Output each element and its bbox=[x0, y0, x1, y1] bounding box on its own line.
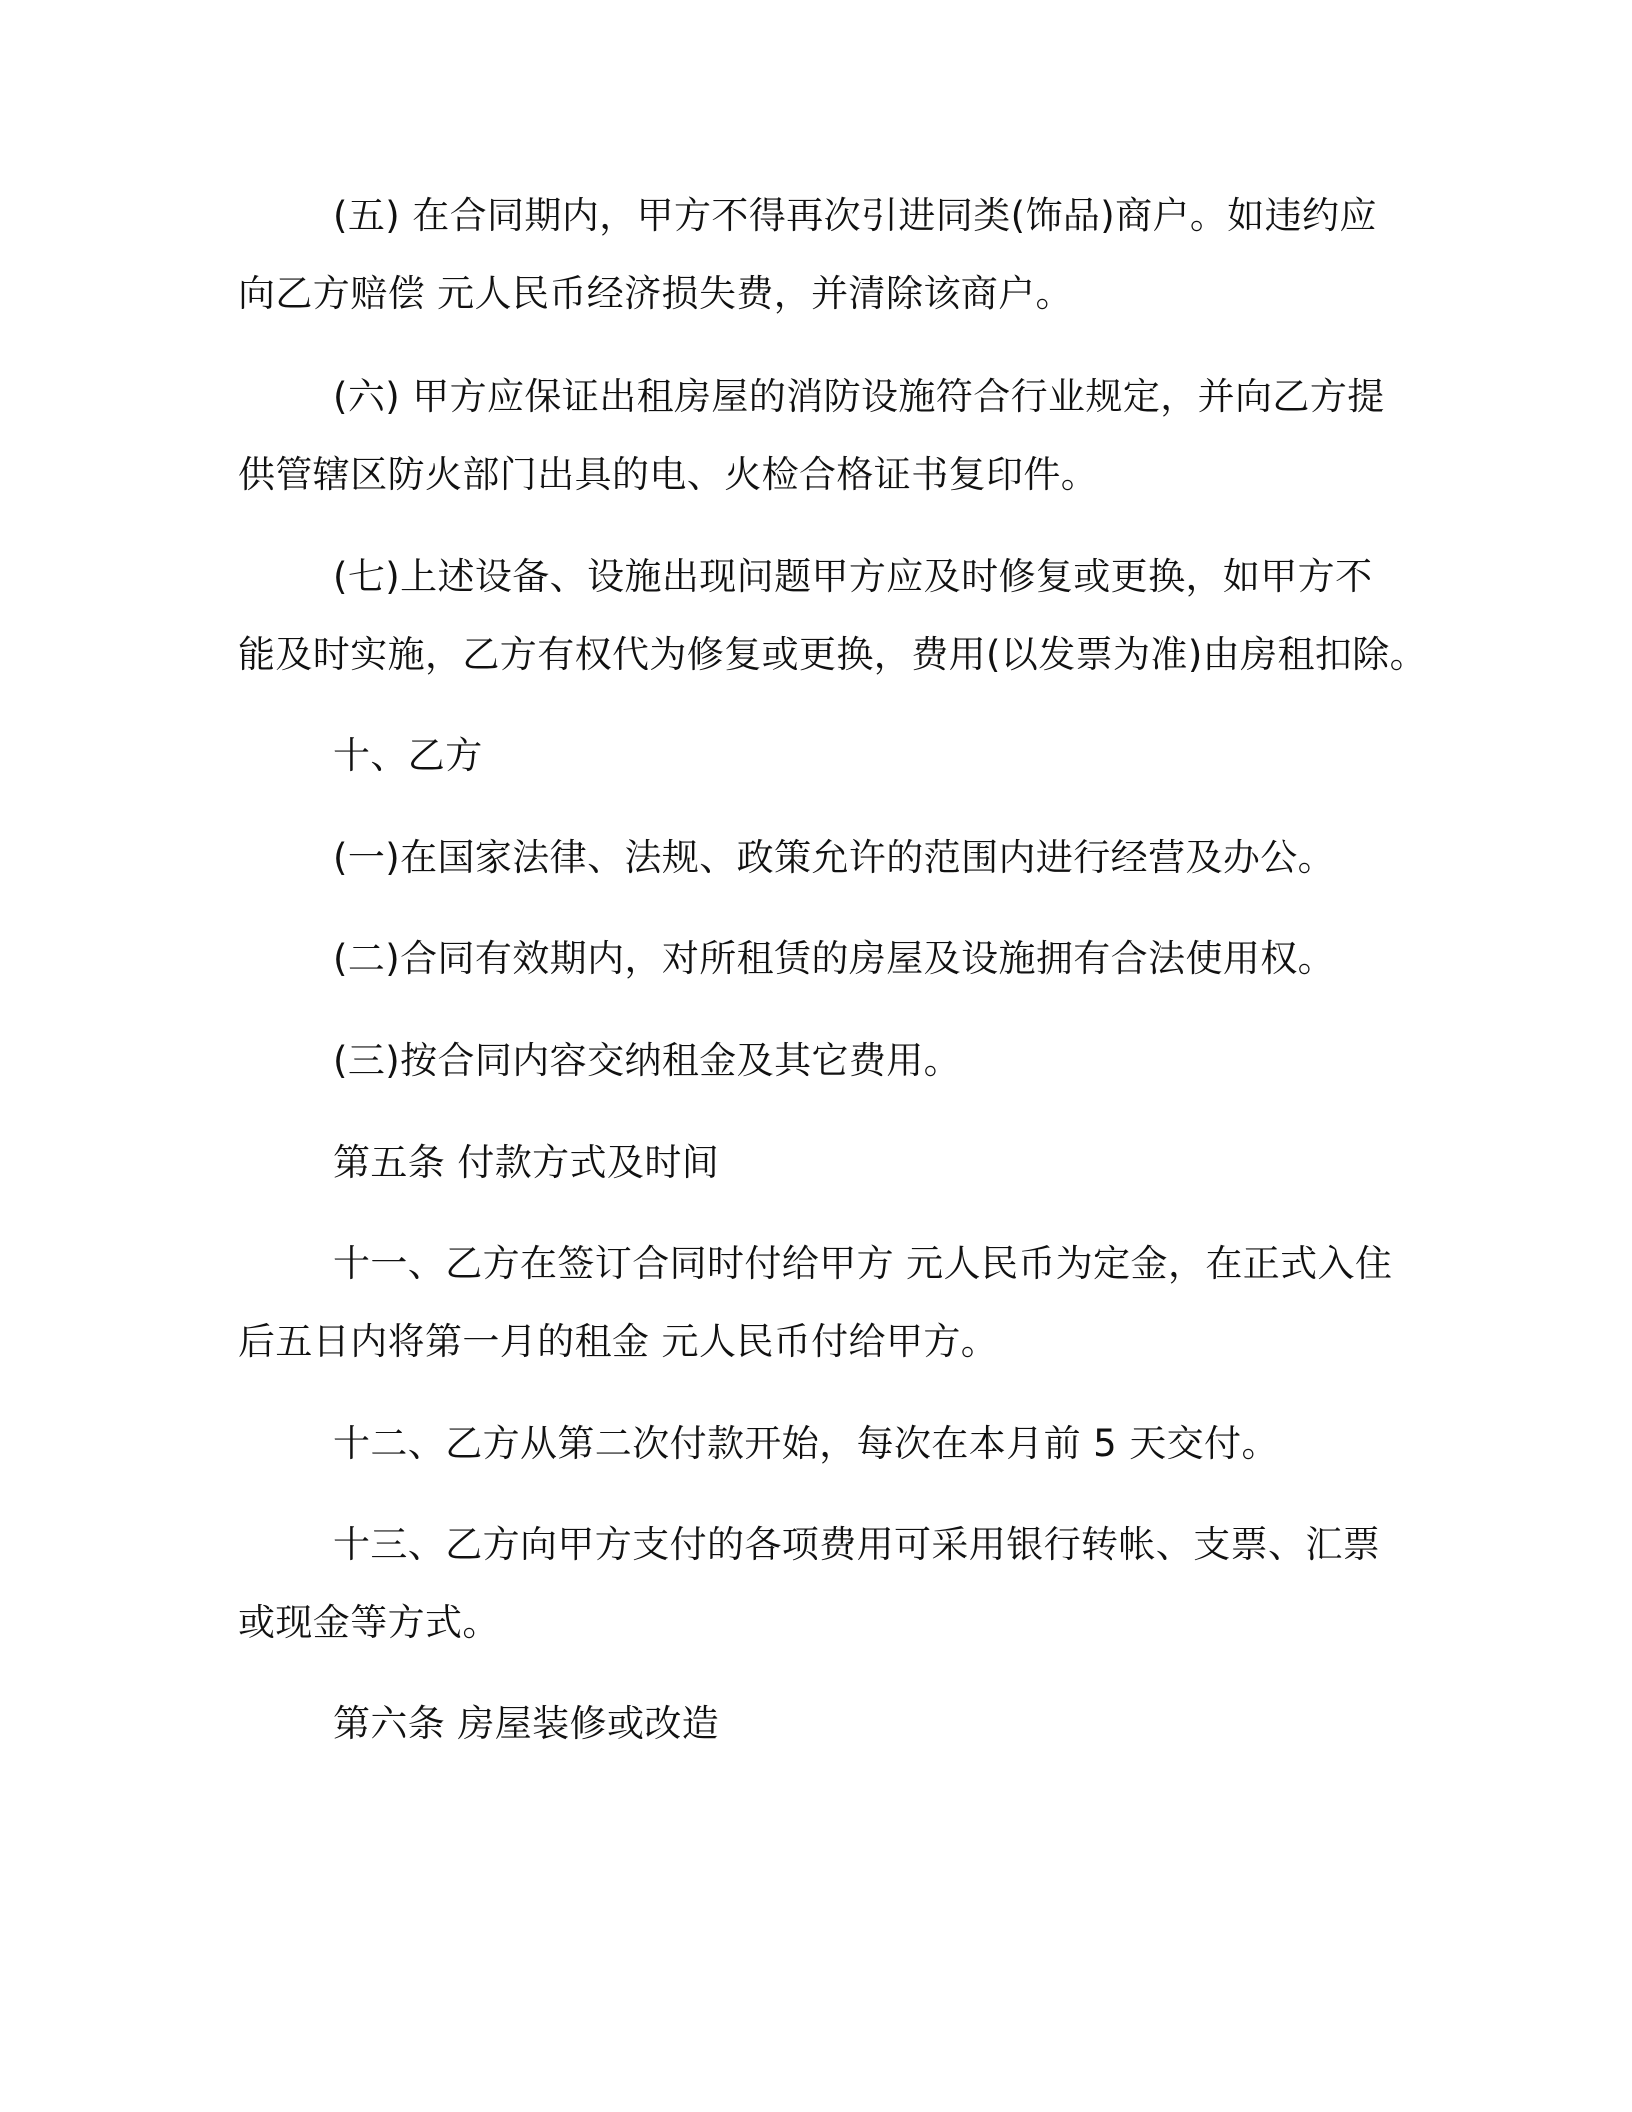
paragraph-6-line-1: (六) 甲方应保证出租房屋的消防设施符合行业规定，并向乙方提 bbox=[333, 375, 1385, 418]
clause-11-line-2: 后五日内将第一月的租金 元人民币付给甲方。 bbox=[238, 1320, 999, 1363]
paragraph-5-line-2: 向乙方赔偿 元人民币经济损失费，并清除该商户。 bbox=[238, 272, 1073, 315]
paragraph-6-line-2: 供管辖区防火部门出具的电、火检合格证书复印件。 bbox=[238, 453, 1099, 496]
item-1: (一)在国家法律、法规、政策允许的范围内进行经营及办公。 bbox=[333, 836, 1336, 879]
clause-13-line-2: 或现金等方式。 bbox=[238, 1601, 500, 1644]
clause-11-line-1: 十一、乙方在签订合同时付给甲方 元人民币为定金，在正式入住 bbox=[333, 1242, 1393, 1285]
article-6-heading: 第六条 房屋装修或改造 bbox=[333, 1702, 720, 1745]
item-3: (三)按合同内容交纳租金及其它费用。 bbox=[333, 1039, 962, 1082]
paragraph-7-line-2: 能及时实施，乙方有权代为修复或更换，费用(以发票为准)由房租扣除。 bbox=[238, 633, 1428, 676]
article-5-heading: 第五条 付款方式及时间 bbox=[333, 1141, 720, 1184]
section-10-heading: 十、乙方 bbox=[333, 734, 483, 777]
paragraph-7-line-1: (七)上述设备、设施出现问题甲方应及时修复或更换，如甲方不 bbox=[333, 555, 1373, 598]
paragraph-5-line-1: (五) 在合同期内，甲方不得再次引进同类(饰品)商户。如违约应 bbox=[333, 194, 1377, 237]
clause-12: 十二、乙方从第二次付款开始，每次在本月前 5 天交付。 bbox=[333, 1422, 1279, 1465]
item-2: (二)合同有效期内，对所租赁的房屋及设施拥有合法使用权。 bbox=[333, 937, 1336, 980]
clause-13-line-1: 十三、乙方向甲方支付的各项费用可采用银行转帐、支票、汇票 bbox=[333, 1523, 1381, 1566]
